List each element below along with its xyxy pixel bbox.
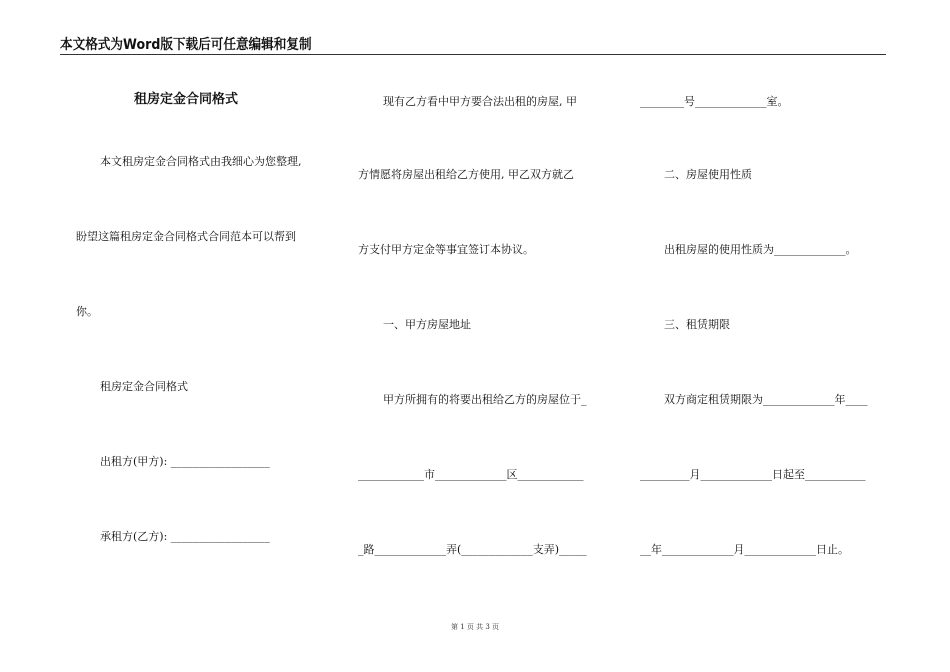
section-heading-term: 三、租赁期限 xyxy=(664,318,730,331)
page-number-footer: 第 1 页 共 3 页 xyxy=(450,623,500,631)
section-heading-address: 一、甲方房屋地址 xyxy=(383,318,471,331)
contract-subtitle: 租房定金合同格式 xyxy=(100,380,188,393)
lessor-line: 出租方(甲方): __________________ xyxy=(100,455,270,468)
address-line-1: 甲方所拥有的将要出租给乙方的房屋位于_ xyxy=(383,393,587,406)
term-line-1: 双方商定租赁期限为_____________年____ xyxy=(664,393,868,406)
document-title: 租房定金合同格式 xyxy=(134,92,239,107)
usage-line: 出租房屋的使用性质为_____________。 xyxy=(664,243,857,256)
agreement-line-2: 方情愿将房屋出租给乙方使用, 甲乙双方就乙 xyxy=(358,168,574,181)
agreement-line-3: 方支付甲方定金等事宜签订本协议。 xyxy=(358,243,534,256)
term-line-2: _________月_____________日起至___________ xyxy=(640,468,866,481)
lessee-line: 承租方(乙方): __________________ xyxy=(100,530,270,543)
address-line-4: ________号_____________室。 xyxy=(640,95,789,108)
agreement-line-1: 现有乙方看中甲方要合法出租的房屋, 甲 xyxy=(383,95,577,108)
page-header xyxy=(60,34,886,55)
intro-line-2: 盼望这篇租房定金合同格式合同范本可以帮到 xyxy=(76,230,296,243)
address-line-3: _路_____________弄(_____________支弄)_____ xyxy=(358,543,587,556)
address-line-2: ____________市_____________区____________ xyxy=(358,468,584,481)
term-line-3: __年_____________月_____________日止。 xyxy=(640,543,849,556)
intro-line-1: 本文租房定金合同格式由我细心为您整理, xyxy=(100,155,302,168)
section-heading-usage: 二、房屋使用性质 xyxy=(664,168,752,181)
intro-line-3: 你。 xyxy=(76,305,98,318)
header-title: 本文格式为Word版下载后可任意编辑和复制 xyxy=(60,37,312,53)
